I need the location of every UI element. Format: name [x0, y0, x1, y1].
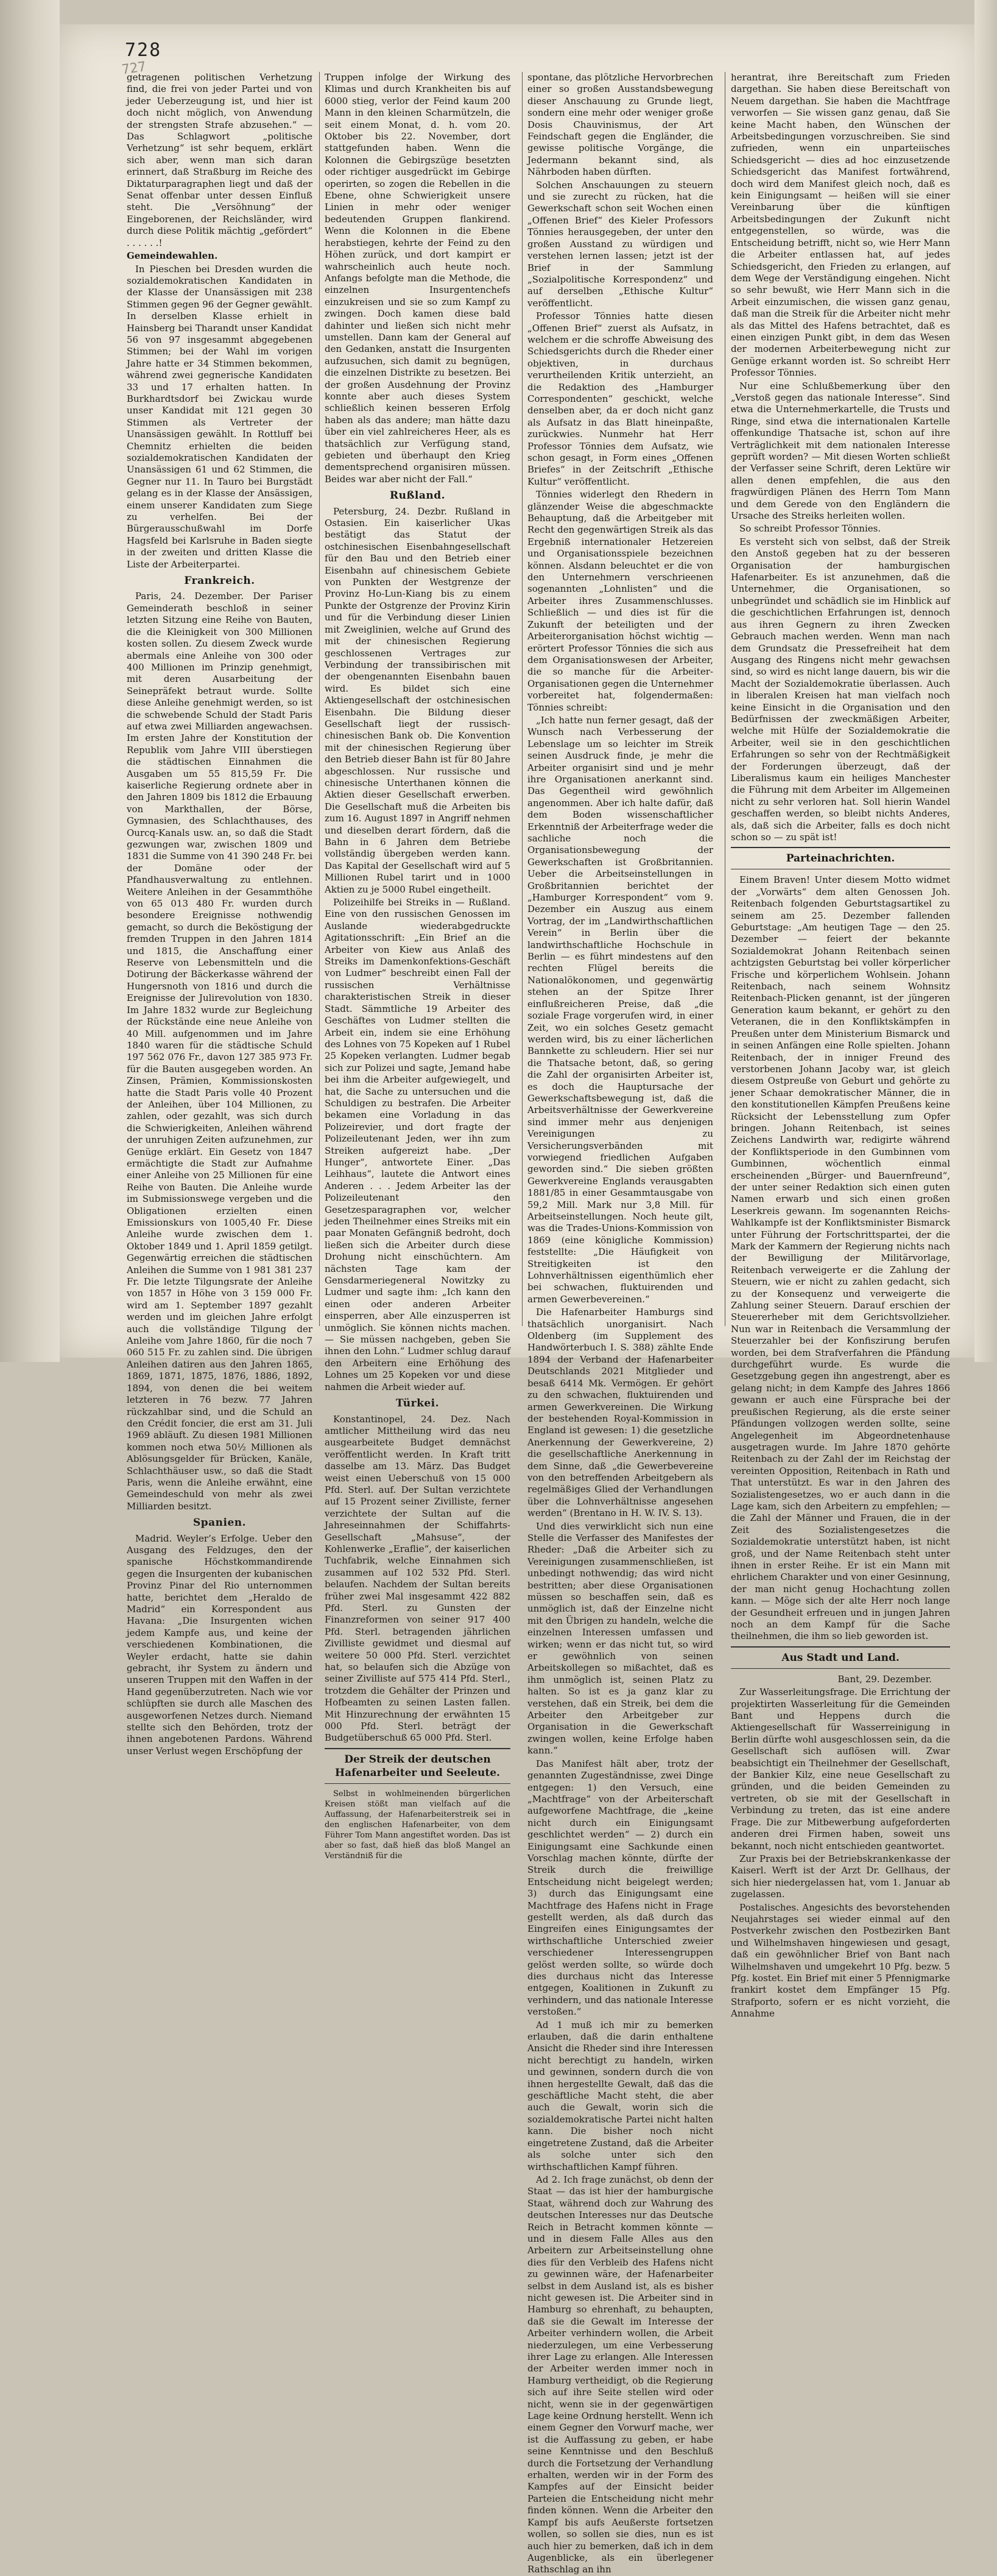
- section-heading: Frankreich.: [184, 575, 255, 588]
- article-paragraph: Und dies verwirklicht sich nun eine Stelle die Verfasser des Manifestes der Rheder: „Daß die Arbeiter sich zu Vereinigungen zusammenschließen, ist unbedingt nothwendig; das wird nicht bestritten; aber diese Organisationen müssen so beschaffen sein, daß es unmöglich ist, daß der Einzelne nicht mit den Übrigen zu handeln, welche die einzelnen Interessen umfassen und wirken; wenn er das nicht tut, so wird er gewöhnlich von seinen Arbeitskollegen so mißachtet, daß es ihm unmöglich ist, seinen Platz zu halten. So ist es ja ganz klar zu verstehen, daß ein Streik, bei dem die Arbeiter den Arbeitgeber zur Organisation in die Gewerkschaft zwingen wollen, keine Erfolge haben kann.“: [527, 1520, 713, 1757]
- article-paragraph: Truppen infolge der Wirkung des Klimas und durch Krankheiten bis auf 6000 stieg, verlor der Feind kaum 200 Mann in den kleinen Scharmützeln, die seit einem Monat, d. h. vom 20. Oktober bis 22. November, dort stattgefunden haben. Wenn die Kolonnen die Gebirgszüge besetzten oder richtiger ausgedrückt im Gebirge operirten, so zogen die Rebellen in die Ebene, ohne Schwierigkeit unsere Linien in mehr oder weniger bedeutenden Gruppen flankirend. Wenn die Kolonnen in die Ebene herabstiegen, kehrte der Feind zu den Höhen zurück, und dort kampirt er wahrscheinlich auch heute noch. Anfangs befolgte man die Methode, die einzelnen Insurgentenchefs einzukreisen und sie so zum Kampf zu zwingen. Doch kamen diese bald dahinter und ließen sich nicht mehr umstellen. Dann kam der General auf den Gedanken, anstatt die Insurgenten aufzusuchen, sich damit zu begnügen, die einzelnen Distrikte zu besetzen. Bei der großen Ausdehnung der Provinz konnte aber auch dieses System schließlich keinen besseren Erfolg haben als das andere; man hätte dazu über ein viel zahlreicheres Heer, als es thatsächlich zur Verfügung stand, gebieten und überhaupt den Krieg dementsprechend organisiren müssen. Beides war aber nicht der Fall.“: [325, 72, 510, 485]
- article-paragraph: Das Manifest hält aber, trotz der genannten Zugeständnisse, zwei Dinge entgegen: 1) den Versuch, eine „Machtfrage“ von der Arbeiterschaft aufgeworfene Machtfrage, die „keine nicht durch ein Einigungsamt geschlichtet werden“ — 2) durch ein Einigungsamt eine Sachkunde einen Vorschlag machen könnte, dürfte der Streik durch die freiwillige Entscheidung nicht beigelegt werden; 3) durch das Einigungsamt eine Machtfrage des Hafens nicht in Frage gestellt werden, als daß durch das Eingreifen eines Einigungsamtes der wirthschaftliche Unterschied zweier verschiedener Interessengruppen gelöst werden sollte, so würde doch dies durchaus nicht das Interesse entgegen, Koalitionen in Zukunft zu verhindern, und das nationale Interesse verstoßen.“: [527, 1758, 713, 2018]
- dateline: Bant, 29. Dezember.: [837, 1673, 932, 1685]
- article-paragraph: So schreibt Professor Tönnies.: [739, 523, 881, 535]
- article-paragraph: Einem Braven! Unter diesem Motto widmet der „Vorwärts“ dem alten Genossen Joh. Reitenbach folgenden Geburtstagsartikel zu seinem am 25. Dezember fallenden Geburtstage: „Am heutigen Tage — den 25. Dezember — feiert der bekannte Sozialdemokrat Johann Reitenbach seinen achtzigsten Geburtstag bei voller körperlicher Frische und körperlichem Wohlsein. Johann Reitenbach, nach seinem Wohnsitz Reitenbach-Plicken genannt, ist der jüngeren Generation kaum bekannt, er gehört zu den Veteranen, die in den Konfliktskämpfen in Preußen unter dem Ministerium Bismarck und in seinen Anfängen eine Rolle spielten. Johann Reitenbach, der in inniger Freund des verstorbenen Johann Jacoby war, ist gleich diesem Ostpreuße von Geburt und gehörte zu jener Schaar demokratischer Männer, die in den konstitutionellen Kämpfen Preußens keine Rücksicht der Lebensstellung zum Opfer bringen. Johann Reitenbach, ist seines Zeichens Landwirth war, redigirte während der Konfliktsperiode in den Gumbinnen vom Gumbinnen, wöchentlich einmal erscheinenden „Bürger- und Bauernfreund“, der unter seiner Redaktion sich einen guten Namen erwarb und sich einen großen Leserkreis gewann. Im sogenannten Reichs-Wahlkampfe ist der Konfliktsminister Bismarck unter Führung der Fortschrittspartei, der die Mark der Kammern der Regierung nichts nach der Bewilligung der Militärvorlage, Reitenbach verweigerte er die Zahlung der Steuern, wie er nicht zu zahlen gedacht, sich zu der Konsequenz und verweigerte die Zahlung seiner Steuern. Darauf erschien der Steuererheber mit dem Gerichtsvollzieher. Nun war in Reitenbach die Versammlung der Steuerzahler bei der Konfiszirung berufen worden, bei dem Strafverfahren die Pfändung durchgeführt wurde. Es wurde die Gesetzgebung gegen ihn angestrengt, aber es gelang nicht; in dem Kampfe des Jahres 1866 gewann er auch eine Fürsprache bei der preußischen Regierung, als die erste seiner Pfändungen vollzogen werden sollte, seine Angelegenheit im Abgeordnetenhause ausgetragen wurde. Im Jahre 1870 gehörte Reitenbach zu der Zahl der im Reichstag der vereinten Opposition, Reitenbach in Rath und That unterstützt. Es war in den Jahren des Sozialistengesetzes, wo er auch dann in die Lage kam, sich den Arbeitern zu empfehlen; — die Zahl der Männer und Frauen, die in der Zeit des Sozialistengesetzes die Sozialdemokratie unterstützt haben, ist nicht groß, und der Name Reitenbach steht unter ihnen in erster Reihe. Er ist ein Mann mit ehrlichem Charakter und von einer Gesinnung, der man nicht genug Hochachtung zollen kann. — Möge sich der alte Herr noch lange der Gesundheit erfreuen und in jungen Jahren noch an dem Kampf für die Sache theilnehmen, die ihm so lieb geworden ist.: [731, 874, 950, 1642]
- article-paragraph: Zur Wasserleitungsfrage. Die Errichtung der projektirten Wasserleitung für die Gemeinden Bant und Heppens durch die Aktiengesellschaft für Wasserreinigung in Berlin dürfte wohl ausgeschlossen sein, da die Gesellschaft sich auflösen will. Zwar beabsichtigt ein Theilnehmer der Gesellschaft, der Bankier Kilz, eine neue Gesellschaft zu gründen, und die beiden Gemeinden zu vertreten, ob sie mit der Gesellschaft in Verbindung zu treten, das ist eine andere Frage. Die zur Mitbewerbung aufgeforderten anderen drei Firmen haben, soweit uns bekannt, noch nicht entschieden geantwortet.: [731, 1686, 950, 1851]
- column-2: [325, 72, 510, 1861]
- section-heading: Parteinachrichten.: [731, 847, 950, 869]
- article-paragraph: In Pieschen bei Dresden wurden die sozialdemokratischen Kandidaten in der Klasse der Unansässigen mit 238 Stimmen gegen 96 der Gegner gewählt. In derselben Klasse erhielt in Hainsberg bei Tharandt unser Kandidat 56 von 97 insgesammt abgegebenen Stimmen; bei der Wahl im vorigen Jahre hatte er 34 Stimmen bekommen, während zwei gegnerische Kandidaten 33 und 17 erhalten hatten. In Burkhardtsdorf bei Zwickau wurde unser Kandidat mit 121 gegen 30 Stimmen als Vertreter der Unansässigen gewählt. In Rottluff bei Chemnitz erhielten die beiden sozialdemokratischen Kandidaten der Unansässigen 61 und 62 Stimmen, die Gegner nur 11. In Tauro bei Burgstädt gelang es in der Klasse der Ansässigen, einem unserer Kandidaten zum Siege zu verhelfen. Bei der Bürgerausschußwahl im Dorfe Hagsfeld bei Karlsruhe in Baden siegte in der zweiten und dritten Klasse die Liste der Arbeiterpartei.: [127, 263, 312, 570]
- article-paragraph: Konstantinopel, 24. Dez. Nach amtlicher Mittheilung wird das neu ausgearbeitete Budget demnächst veröffentlicht werden. In Kraft tritt dasselbe am 13. März. Das Budget weist einen Ueberschuß von 15 000 Pfd. Sterl. auf. Der Sultan verzichtete auf 15 Prozent seiner Zivilliste, ferner verzichtete der Sultan auf die Jahreseinnahmen der Schiffahrts-Gesellschaft „Mahsuse“, der Kohlenwerke „Eraflie“, der kaiserlichen Tuchfabrik, welche Einnahmen sich zusammen auf 102 532 Pfd. Sterl. belaufen. Nachdem der Sultan bereits früher zwei Mal insgesammt 422 882 Pfd. Sterl. zu Gunsten der Finanzreformen von seiner 917 400 Pfd. Sterl. betragenden jährlichen Zivilliste gewidmet und diesmal auf weitere 50 000 Pfd. Sterl. verzichtet hat, so belaufen sich die Abzüge von seiner Zivilliste auf 575 414 Pfd. Sterl., trotzdem die Gehälter der Prinzen und Hofbeamten zu seinen Lasten fallen. Mit Hinzurechnung der erwähnten 15 000 Pfd. Sterl. beträgt der Budgetüberschuß 65 000 Pfd. Sterl.: [325, 1413, 510, 1744]
- section-heading: Gemeindewahlen.: [127, 250, 218, 262]
- article-paragraph: Die Hafenarbeiter Hamburgs sind thatsächlich unorganisirt. Nach Oldenberg (im Supplement des Handwörterbuch I. S. 388) zählte Ende 1894 der Verband der Hafenarbeiter Deutschlands 2021 Mitglieder und besaß 6414 Mk. Vermögen. Er gehört zu den schwachen, fluktuirenden und armen Gewerkvereinen. Die Wirkung der bestehenden Royal-Kommission in England ist gewesen: 1) die gesetzliche Anerkennung der Gewerkvereine, 2) die gesellschaftliche Anerkennung in dem Sinne, daß „die Gewerbevereine von den betreffenden Arbeitgebern als regelmäßiges Glied der Verhandlungen über die Lohnverhältnisse angesehen werden“ (Brentano in H. W. IV. S. 13).: [527, 1307, 713, 1519]
- page-number: 728: [125, 40, 162, 61]
- article-paragraph: herantrat, ihre Bereitschaft zum Frieden dargethan. Sie haben diese Bereitschaft von Neuem dargethan. Sie haben die Machtfrage verworfen — Sie wissen ganz genau, daß Sie keine Macht haben, den Wünschen der Arbeitsbedingungen vorzuschreiben. Sie sind zufrieden, wenn ein unparteiisches Schiedsgericht — dies ad hoc einzusetzende Schiedsgericht das Manifest fortwährend, doch wird dem Manifest gleich noch, daß es kein Einigungsamt — heißen will sie einer Vereinbarung über die künftigen Arbeitsbedingungen der Zukunft nicht entgegenstellen, so würde, was die Entscheidung betrifft, nicht so, wie Herr Mann die Arbeiter entlassen hat, auf jedes Schiedsgericht, den Frieden zu erlangen, auf dem Wege der Verständigung eingehen. Nicht so sehr bewußt, wie Herr Mann sich in die Arbeit einzumischen, die wissen ganz genau, daß man die Streik für die Arbeiter nicht mehr als das Mittel des Hafens betrachtet, daß es einen einzigen Punkt gibt, in dem das Wesen der modernen Arbeiterbewegung nicht zur Genüge erkannt worden ist. So schreibt Herr Professor Tönnies.: [731, 72, 950, 379]
- page-edge: [974, 0, 997, 1362]
- article-headline: Der Streik der deutschen Hafenarbeiter und Seeleute.: [325, 1748, 510, 1784]
- section-heading: Spanien.: [192, 1517, 247, 1529]
- article-paragraph: Solchen Anschauungen zu steuern und sie zurecht zu rücken, hat die Gewerkschaft schon seit Wochen einen „Offenen Brief“ des Kieler Professors Tönnies herausgegeben, der unter den großen Ausstand zu würdigen und verstehen lernen lassen; jetzt ist der Brief in der Sammlung „Sozialpolitische Korrespondenz“ und auf derselben „Ethische Kultur“ veröffentlicht.: [527, 179, 713, 309]
- article-paragraph: Polizeihilfe bei Streiks in — Rußland. Eine von den russischen Genossen im Auslande wiederabgedruckte Agitationsschrift: „Ein Brief an die Arbeiter von Kiew aus Anlaß des Streiks im Damenkonfektions-Geschäft von Ludmer“ beschreibt einen Fall der russischen Verhältnisse charakteristischen Streik in dieser Stadt. Sämmtliche 19 Arbeiter des Geschäftes von Ludmer stellten die Arbeit ein, indem sie eine Erhöhung des Lohnes von 75 Kopeken auf 1 Rubel 25 Kopeken verlangten. Ludmer begab sich zur Polizei und sagte, Jemand habe bei ihm die Arbeiter aufgewiegelt, und hat, die Sache zu untersuchen und die Schuldigen zu bestrafen. Die Arbeiter bekamen eine Vorladung in das Polizeirevier, und dort fragte der Polizeileutenant Jeden, wer ihn zum Streiken aufgereizt habe. „Der Hunger“, antwortete Einer. „Das Leihhaus“, lautete die Antwort eines Anderen . . . Jedem Arbeiter las der Polizeileutenant den Gesetzesparagraphen vor, welcher jeden Theilnehmer eines Streiks mit ein paar Monaten Gefängniß bedroht, doch ließen sich die Arbeiter durch diese Drohung nicht einschüchtern. Am nächsten Tage kam der Gensdarmeriegeneral Nowitzky zu Ludmer und sagte ihm: „Ich kann den einen oder anderen Arbeiter einsperren, aber Alle einzusperren ist unmöglich. Sie können nichts machen. — Sie müssen nachgeben, geben Sie ihnen den Lohn.“ Ludmer schlug darauf den Arbeitern eine Erhöhung des Lohnes um 25 Kopeken vor und diese nahmen die Arbeit wieder auf.: [325, 897, 510, 1392]
- column-rule: [522, 72, 523, 1326]
- column-3: [527, 72, 713, 2575]
- article-paragraph: Selbst in wohlmeinenden bürgerlichen Kreisen stößt man vielfach auf die Auffassung, der Hafenarbeiterstreik sei in den englischen Hafenarbeiter, von dem Führer Tom Mann angestiftet worden. Das ist aber so fast, daß hieß das bloß Mangel an Verständniß für die: [325, 1789, 510, 1861]
- article-paragraph: Professor Tönnies hatte diesen „Offenen Brief“ zuerst als Aufsatz, in welchem er die schroffe Abweisung des Schiedsgerichts durch die Rheder einer objektiven, in durchaus verurtheilenden Kritik unterzieht, an die Redaktion des „Hamburger Correspondenten“ geschickt, welche denselben aber, da er doch nicht ganz als Aufsatz in das Blatt hineinpaßte, zurückwies. Nunmehr hat Herr Professor Tönnies dem Aufsatz, wie schon gesagt, in Form eines „Offenen Briefes“ in der Zeitschrift „Ethische Kultur“ veröffentlicht.: [527, 311, 713, 487]
- article-paragraph: Ad 2. Ich frage zunächst, ob denn der Staat — das ist hier der hamburgische Staat, während doch zur Wahrung des deutschen Interesses nur das Deutsche Reich in Betracht kommen könnte — und in diesem Falle Alles aus den Arbeitern zur Arbeitseinstellung ohne dies für den Verbleib des Hafens nicht zu gewinnen wäre, der Hafenarbeiter selbst in dem Ausland ist, als es bisher nicht gewesen ist. Die Arbeiter sind in Hamburg so ehrenhaft, zu behaupten, daß sie die Gewalt im Interesse der Arbeiter verhindern wollen, die Arbeit niederzulegen, um eine Verbesserung ihrer Lage zu erlangen. Alle Interessen der Arbeiter werden immer noch in Hamburg vertheidigt, ob die Regierung sich auf ihre Seite stellen wird oder nicht, wenn sie in der gegenwärtigen Lage keine Ordnung herstellt. Wenn ich einem Gegner den Vorwurf mache, wer ist die Auffassung zu geben, er habe seine Kenntnisse und den Beschluß durch die Fortsetzung der Verhandlung erhalten, werden wir in der Form des Kampfes auf der Einsicht beider Parteien die Entscheidung nicht mehr finden können. Wenn die Arbeiter den Kampf bis aufs Aeußerste fortsetzen wollen, so sollen sie dies, nun es ist auch hier zu bemerken, daß ich in dem Augenblicke, als ein überlegener Rathschlag an ihn: [527, 2174, 713, 2575]
- section-heading: Aus Stadt und Land.: [731, 1646, 950, 1669]
- article-paragraph: Petersburg, 24. Dezbr. Rußland in Ostasien. Ein kaiserlicher Ukas bestätigt das Statut der ostchinesischen Eisenbahngesellschaft für den Bau und den Betrieb einer Eisenbahn auf chinesischem Gebiete von Punkten der Westgrenze der Provinz Ho-Lun-Kiang bis zu einem Punkte der Ostgrenze der Provinz Kirin und für die Verbindung dieser Linien mit Zweiglinien, welche auf Grund des mit der chinesischen Regierung geschlossenen Vertrages zur Verbindung der transsibirischen mit der obengenannten Eisenbahn bauen wird. Es bildet sich eine Aktiengesellschaft der ostchinesischen Eisenbahn. Die Bildung dieser Gesellschaft liegt der russisch-chinesischen Bank ob. Die Konvention mit der chinesischen Regierung über den Betrieb dieser Bahn ist für 80 Jahre abgeschlossen. Nur russische und chinesische Unterthanen können die Aktien dieser Gesellschaft erwerben. Die Gesellschaft muß die Arbeiten bis zum 16. August 1897 in Angriff nehmen und dieselben derart fördern, daß die Bahn in 6 Jahren dem Betriebe vollständig übergeben werden kann. Das Kapital der Gesellschaft wird auf 5 Millionen Rubel tarirt und in 1000 Aktien zu je 5000 Rubel eingetheilt.: [325, 505, 510, 895]
- article-paragraph: Zur Praxis bei der Betriebskrankenkasse der Kaiserl. Werft ist der Arzt Dr. Gellhaus, der sich hier niedergelassen hat, vom 1. Januar ab zugelassen.: [731, 1853, 950, 1900]
- article-paragraph: Ad 1 muß ich mir zu bemerken erlauben, daß die darin enthaltene Ansicht die Rheder sind ihre Interessen nicht berechtigt zu handeln, wirken und gewinnen, sondern durch die von ihnen hergestellte Gewalt, daß das die geschäftliche Macht steht, die aber auch die Gewalt, worin sich die sozialdemokratische Partei nicht halten kann. Die bisher noch nicht eingetretene Zustand, daß die Arbeiter als solche unter sich den wirthschaftlichen Kampf führen.: [527, 2019, 713, 2172]
- article-paragraph: getragenen politischen Verhetzung find, die frei von jeder Partei und von jeder Ueberzeugung ist, und hier ist doch nicht möglich, von Anwendung der strengsten Strafe abzusehen.“ — Das Schlagwort „politische Verhetzung“ ist sehr bequem, erklärt sich aber, wenn man sich daran erinnert, daß Straßburg im Reiche des Diktaturparagraphen liegt und daß der Senat offenbar unter dessen Einfluß steht. Die „Versöhnung“ der Eingeborenen, der Reichsländer, wird durch diese Politik mächtig „gefördert“ . . . . . .!: [127, 72, 312, 248]
- column-4: [731, 72, 950, 2020]
- article-paragraph: spontane, das plötzliche Hervorbrechen einer so großen Ausstandsbewegung dieser Anschauung zu Grunde liegt, sondern eine mehr oder weniger große Dosis Chauvinismus, der Art Feindschaft gegen die Engländer, die gewisse politische Vorgänge, die Jedermann bekannt sind, als Nährboden haben dürften.: [527, 72, 713, 178]
- article-paragraph: Tönnies widerlegt den Rhedern in glänzender Weise die abgeschmackte Behauptung, daß die Arbeitgeber mit Recht den gegenwärtigen Streik als das Ergebniß internationaler Hetzereien und Organisationsspiele bezeichnen können. Alsdann beleuchtet er die von den Unternehmern verschrieenen sogenannten „Lohnlisten“ und die Arbeiter ihres Zusammenschlusses. Schließlich — und dies ist für die Zukunft der beteiligten und der Arbeiterorganisation höchst wichtig — erörtert Professor Tönnies die sich aus dem Organisationswesen der Arbeiter, die so manche für die Arbeiter-Organisationen gegen die Unternehmer vorbereitet hat, folgendermaßen: Tönnies schreibt:: [527, 489, 713, 713]
- column-rule: [319, 72, 320, 1326]
- article-paragraph: Postalisches. Angesichts des bevorstehenden Neujahrstages sei wieder einmal auf den Postverkehr zwischen den Postbezirken Bant und Wilhelmshaven hingewiesen und gesagt, daß ein gewöhnlicher Brief von Bant nach Wilhelmshaven und umgekehrt 10 Pfg. bezw. 5 Pfg. kostet. Ein Brief mit einer 5 Pfennigmarke frankirt kostet dem Empfänger 15 Pfg. Strafporto, sofern er es nicht vorzieht, die Annahme: [731, 1901, 950, 2020]
- article-paragraph: Es versteht sich von selbst, daß der Streik den Anstoß gegeben hat zu der besseren Organisation der hamburgischen Hafenarbeiter. Es ist anzunehmen, daß die Unternehmer, die Organisationen, so unbegründet und schädlich sie im Hinblick auf die geschichtlichen Erfahrungen ist, dennoch aus ihren Gegnern zu ihren Zwecken Gebrauch machen werden. Wenn man nach dem Grundsatz die Pressefreiheit hat dem Ausgang des Ringens nicht mehr gewachsen sind, so wird es nicht lange dauern, bis wir die Macht der Sozialdemokratie überlassen. Auch in liberalen Kreisen hat man vielfach noch keine Einsicht in die Organisation und den Bedürfnissen der zweckmäßigen Arbeiter, welche mit Hülfe der Sozialdemokratie die Arbeiter, weil sie in den geschichtlichen Erfahrungen so sehr von der Rechtmäßigkeit der Forderungen überzeugt, daß der Liberalismus kaum ein heiliges Manchester die Führung mit dem Arbeiter im Allgemeinen nicht zu sehr verloren hat. Soll hierin Wandel geschaffen werden, so bleibt nichts Anderes, als, daß sich die Arbeiter, falls es doch nicht schon so — zu spät ist!: [731, 536, 950, 843]
- article-paragraph: Paris, 24. Dezember. Der Pariser Gemeinderath beschloß in seiner letzten Sitzung eine Reihe von Bauten, die die Kleinigkeit von 300 Millionen kosten sollen. Zu diesem Zweck wurde abermals eine Anleihe von 300 oder 400 Millionen im Prinzip genehmigt, mit deren Ausarbeitung der Seinepräfekt betraut wurde. Sollte diese Anleihe genehmigt werden, so ist die schwebende Schuld der Stadt Paris auf etwa zwei Milliarden angewachsen. Im ersten Jahre der Konstitution der Republik vom Jahre VIII überstiegen die städtischen Einnahmen die Ausgaben um 55 815,59 Fr. Die kaiserliche Regierung ordnete aber in den Jahren 1809 bis 1812 die Erbauung von Markthallen, der Börse, Gymnasien, des Schlachthauses, des Ourcq-Kanals usw. an, so daß die Stadt gezwungen war, zwischen 1809 und 1831 die Summe von 41 390 248 Fr. bei der Domäne oder der Pfandhausverwaltung zu entlehnen. Weitere Anleihen in der Gesammthöhe von 65 013 480 Fr. wurden durch besondere Ereignisse nothwendig gemacht, so durch die Beköstigung der fremden Truppen in den Jahren 1814 und 1815, die Anschaffung einer Reserve von Lebensmitteln und die Dotirung der Bäckerkasse während der Hungersnoth von 1816 und durch die Ereignisse der Julirevolution von 1830. Im Jahre 1832 wurde zur Begleichung der Rückstände eine neue Anleihe von 40 Mill. aufgenommen und im Jahre 1840 waren für die städtische Schuld 197 562 076 Fr., davon 127 385 973 Fr. für die Bauten ausgegeben worden. An Zinsen, Prämien, Kommissionskosten hatte die Stadt Paris volle 40 Prozent der Anleihen, über 104 Millionen, zu zahlen, oder gezahlt, was sich durch die Schwierigkeiten, Anleihen während der unruhigen Zeiten aufzunehmen, zur Genüge erklärt. Ein Gesetz von 1847 ermächtigte die Stadt zur Aufnahme einer Anleihe von 25 Millionen für eine Reihe von Bauten. Die Anleihe wurde im Submissionswege vergeben und die Obligationen erzielten einen Emissionskurs von 1005,40 Fr. Diese Anleihe wurde zwischen dem 1. Oktober 1849 und 1. April 1859 getilgt. Gegenwärtig erreichen die städtischen Anleihen die Summe von 1 981 381 237 Fr. Die letzte Tilgungsrate der Anleihe von 1857 in Höhe von 3 159 000 Fr. wird am 1. September 1897 gezahlt werden und im gleichen Jahre erfolgt auch die vollständige Tilgung der Anleihe vom Jahre 1860, für die noch 7 060 515 Fr. zu zahlen sind. Die übrigen Anleihen datiren aus den Jahren 1865, 1869, 1871, 1875, 1876, 1886, 1892, 1894, von denen die bei weitem letzteren in 76 bezw. 77 Jahren rückzahlbar sind, und die Schuld an den Crédit foncier, die erst am 31. Juli 1969 abläuft. Zu diesen 1981 Millionen kommen noch etwa 50½ Millionen als Ablösungsgelder für Brücken, Kanäle, Schlachthäuser usw., so daß die Stadt Paris, wenn die Anleihe erwähnt, eine Gemeindeschuld von mehr als zwei Milliarden besitzt.: [127, 591, 312, 1512]
- article-paragraph: Madrid. Weyler’s Erfolge. Ueber den Ausgang des Feldzuges, den der spanische Höchstkommandirende gegen die Insurgenten der kubanischen Provinz Pinar del Rio unternommen hatte, berichtet dem „Heraldo de Madrid“ ein Korrespondent aus Havana: „Die Insurgenten wichen jedem Kampfe aus, und keine der verschiedenen Kombinationen, die Weyler erdacht, hatte sie dahin gebracht, ihr System zu ändern und unseren Truppen mit den Waffen in der Hand gegenüberzutreten. Nach wie vor schlüpften sie durch alle Maschen des ausgeworfenen Netzes durch. Niemand stellte sich den Behörden, trotz der ihnen angebotenen Pardons. Während unser Verlust wegen Erschöpfung der: [127, 1532, 312, 1757]
- faded-page-number: 727: [121, 59, 147, 78]
- binding-shadow: [0, 0, 60, 1362]
- article-paragraph: „Ich hatte nun ferner gesagt, daß der Wunsch nach Verbesserung der Lebenslage um so leichter im Streik seinen Ausdruck finde, je mehr die Arbeiter organisirt sind und je mehr ihre Organisationen anerkannt sind. Das Gegentheil wird gewöhnlich angenommen. Aber ich halte dafür, daß dem Boden wissenschaftlicher Erkenntniß der Arbeiterfrage weder die sachliche noch die Organisationsbewegung der Gewerkschaften ist Großbritannien. Ueber die Arbeitseinstellungen in Großbritannien berichtet der „Hamburger Korrespondent“ vom 9. Dezember ein Auszug aus einem Vortrag, der im „Landwirthschaftlichen Verein“ in Berlin über die landwirthschaftliche Hochschule in Berlin — es führt mindestens auf den rechten Flügel bereits die Nationalökonomen, und gegenwärtig stehen an der Spitze Ihrer einflußreicheren Preise, daß „die soziale Frage vorgerufen wird, in einer Zeit, wo ein solches Gesetz gemacht werden wird, bis zu einer lächerlichen Bannkette zu schleudern. Hier sei nur die Thatsache betont, daß, so gering die Zahl der organisirten Arbeiter ist, es doch die Hauptursache der Gewerkschaftsbewegung ist, daß die Arbeitsverhältnisse der Gewerkvereine sind immer mehr aus denjenigen Vereinigungen zu Versicherungsverbänden mit vorwiegend friedlichen Aufgaben geworden sind.“ Die sieben größten Gewerkvereine Englands verausgabten 1881/85 in einer Gesammtausgabe von 59,2 Mill. Mark nur 3,8 Mill. für Arbeitseinstellungen. Noch heute gilt, was die Trades-Unions-Kommission von 1869 (eine königliche Kommission) feststellte: „Die Häufigkeit von Streitigkeiten ist den Lohnverhältnissen eigenthümlich eher bei schwachen, fluktuirenden und armen Gewerbevereinen.“: [527, 714, 713, 1305]
- section-lead: [127, 250, 312, 262]
- section-heading: Türkei.: [395, 1397, 440, 1410]
- section-heading: Rußland.: [389, 490, 446, 502]
- column-1: [127, 72, 312, 1757]
- article-paragraph: Nur eine Schlußbemerkung über den „Verstoß gegen das nationale Interesse“. Sind etwa die Unternehmerkartelle, die Trusts und Ringe, sind etwa die internationalen Kartelle offenkundige Thatsache ist, schon auf ihre Verträglichkeit mit dem nationalen Interesse geprüft worden? — Mit diesen Worten schließt der Verfasser seine Schrift, deren Lektüre wir allen denen empfehlen, die aus den fragwürdigen Plänen des Herrn Tom Mann und dem Gerede von den Engländern die Ursache des Streiks herleiten wollen.: [731, 380, 950, 522]
